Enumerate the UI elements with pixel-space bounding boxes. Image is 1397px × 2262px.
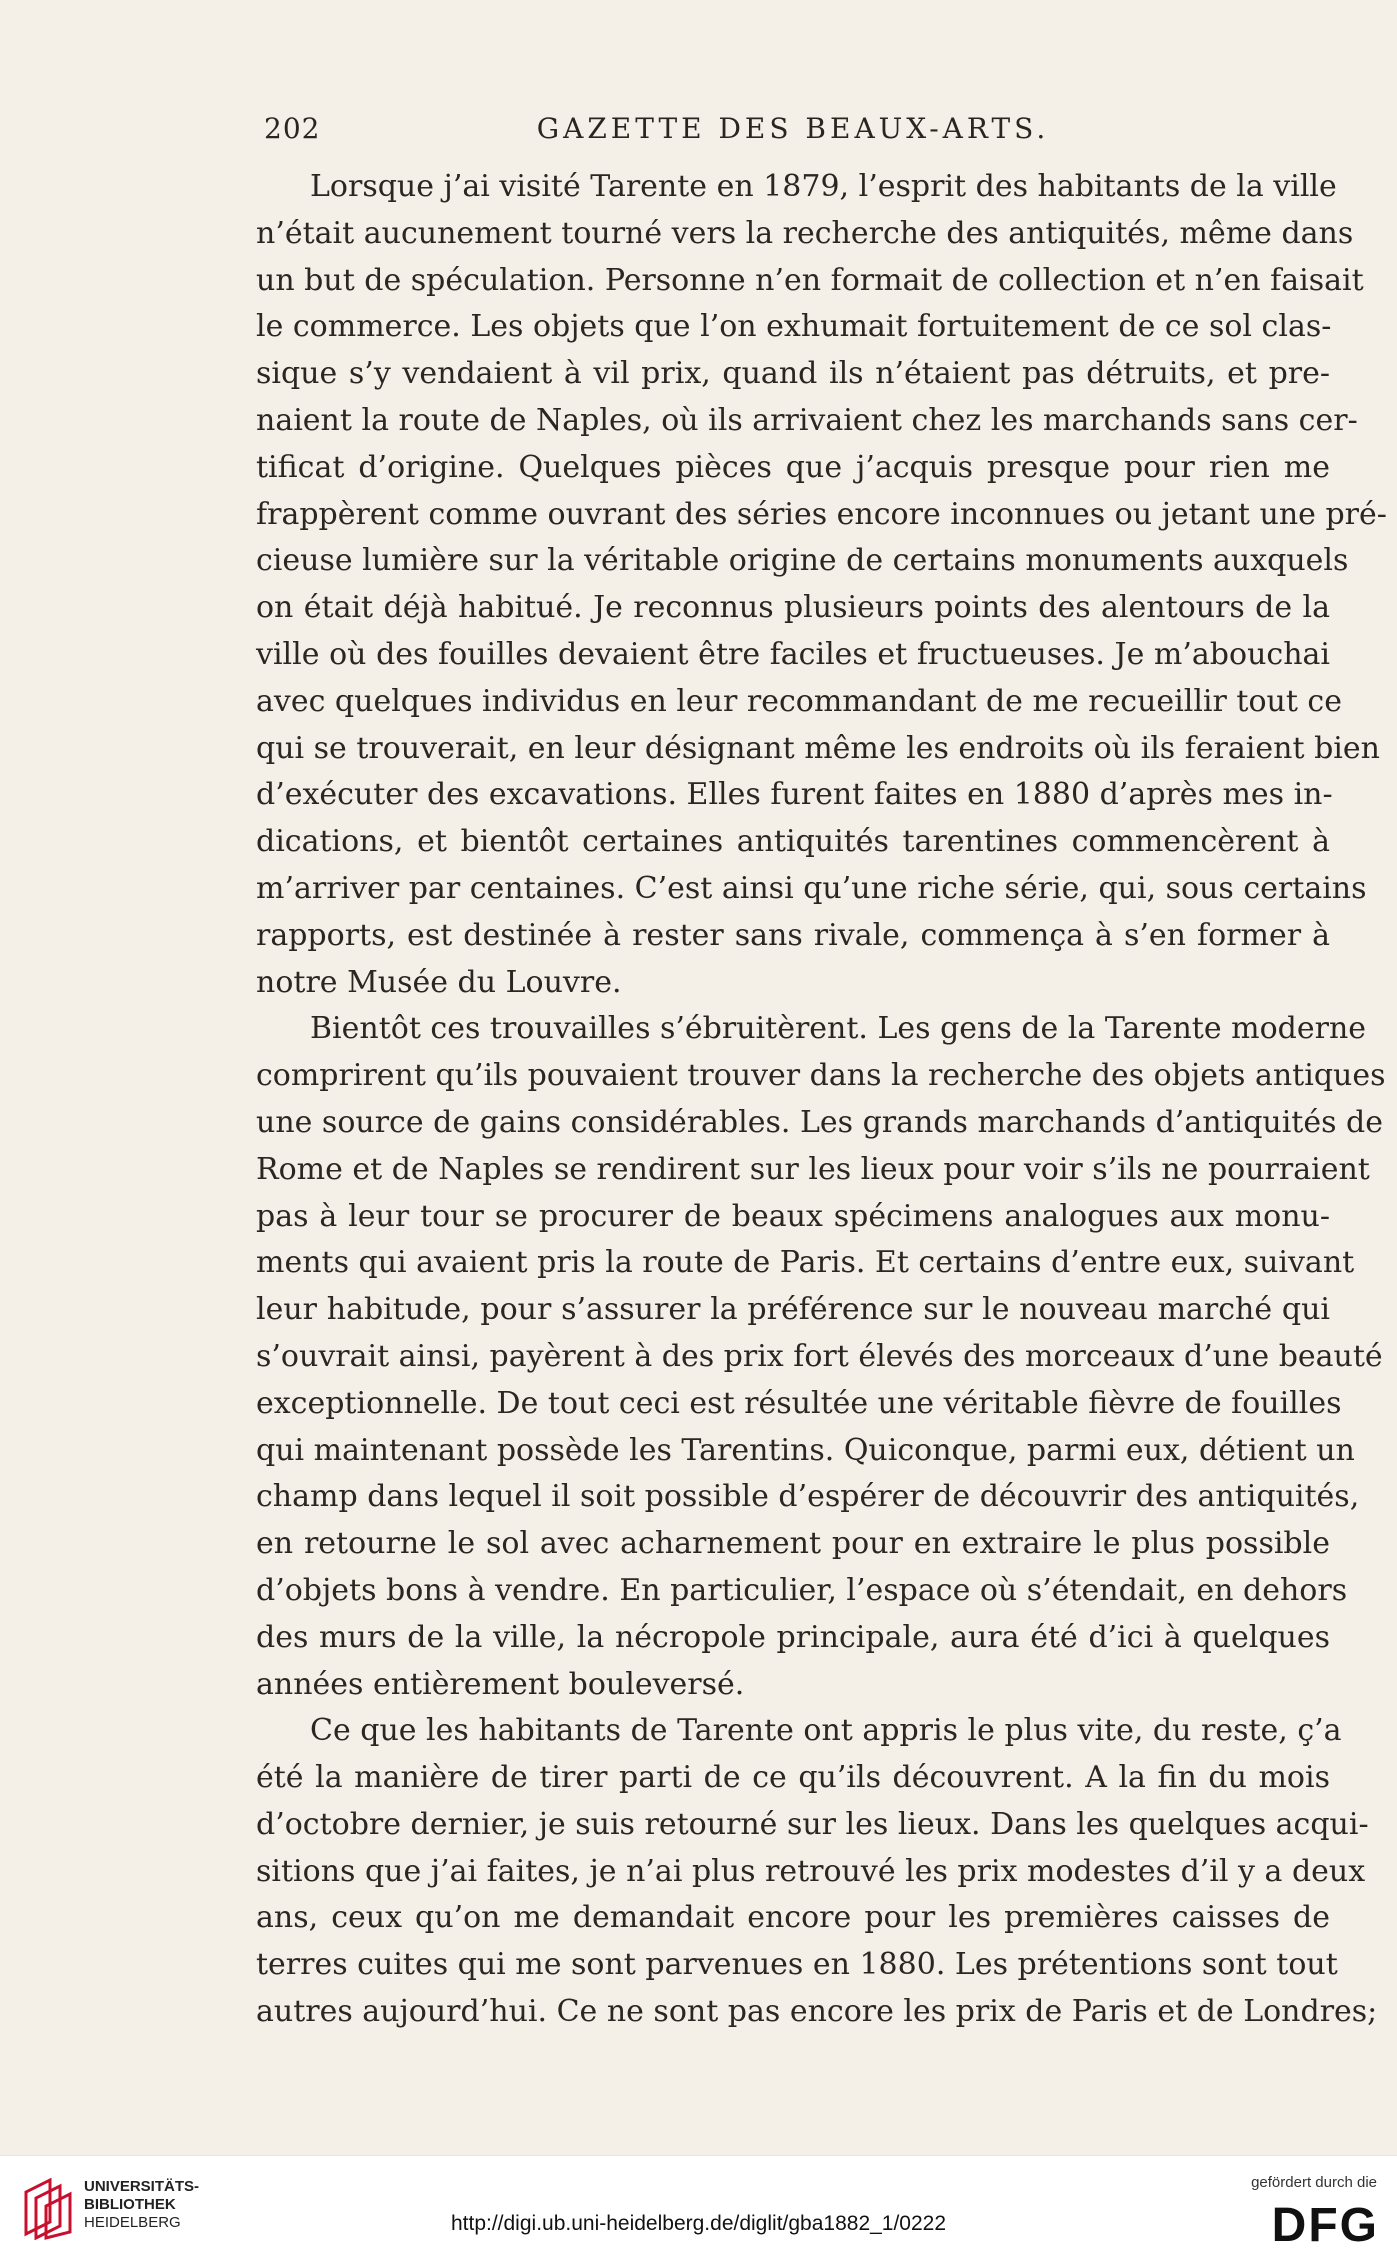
text-line: cieuse lumière sur la véritable origine de certains monuments auxquels xyxy=(256,543,1349,579)
text-line: dications, et bientôt certaines antiquités tarentines commencèrent à xyxy=(256,824,1330,860)
text-line: frappèrent comme ouvrant des séries encore inconnues ou jetant une pré- xyxy=(256,496,1387,532)
text-line: naient la route de Naples, où ils arrivaient chez les marchands sans cer- xyxy=(256,402,1358,438)
page-number: 202 xyxy=(264,112,321,145)
text-line: tificat d’origine. Quelques pièces que j’acquis presque pour rien me xyxy=(256,449,1330,485)
paragraph-3 xyxy=(256,1708,1378,2036)
running-head xyxy=(256,112,1330,152)
paragraph-2 xyxy=(256,1006,1386,1708)
text-line: s’ouvrait ainsi, payèrent à des prix fort élevés des morceaux d’une beauté xyxy=(256,1338,1383,1374)
text-line: pas à leur tour se procurer de beaux spécimens analogues aux monu- xyxy=(256,1198,1330,1234)
text-line: une source de gains considérables. Les grands marchands d’antiquités de xyxy=(256,1104,1384,1140)
text-line: terres cuites qui me sont parvenues en 1880. Les prétentions sont tout xyxy=(256,1947,1338,1983)
text-line: n’était aucunement tourné vers la recherche des antiquités, même dans xyxy=(256,215,1354,251)
text-line: d’objets bons à vendre. En particulier, l’espace où s’étendait, en dehors xyxy=(256,1572,1348,1608)
text-line: rapports, est destinée à rester sans rivale, commença à s’en former à xyxy=(256,917,1330,953)
text-line: Rome et de Naples se rendirent sur les lieux pour voir s’ils ne pourraient xyxy=(256,1151,1370,1187)
text-line: années entièrement bouleversé. xyxy=(256,1666,745,1702)
digitization-footer xyxy=(0,2155,1397,2262)
text-line: des murs de la ville, la nécropole principale, aura été d’ici à quelques xyxy=(256,1619,1330,1655)
text-line: qui maintenant possède les Tarentins. Quiconque, parmi eux, détient un xyxy=(256,1432,1355,1468)
journal-title: GAZETTE DES BEAUX-ARTS. xyxy=(536,112,1050,145)
dfg-logo: DFG xyxy=(1271,2199,1379,2252)
text-line: Ce que les habitants de Tarente ont appris le plus vite, du reste, ç’a xyxy=(310,1713,1342,1749)
text-line: ville où des fouilles devaient être faciles et fructueuses. Je m’abouchai xyxy=(256,636,1330,672)
text-line: Lorsque j’ai visité Tarente en 1879, l’esprit des habitants de la ville xyxy=(310,169,1337,204)
text-line: champ dans lequel il soit possible d’espérer de découvrir des antiquités, xyxy=(256,1479,1360,1515)
funding-note: gefördert durch die xyxy=(1251,2174,1377,2191)
text-line: exceptionnelle. De tout ceci est résultée une véritable fièvre de fouilles xyxy=(256,1385,1342,1421)
text-line: été la manière de tirer parti de ce qu’ils découvrent. A la fin du mois xyxy=(256,1760,1330,1796)
text-line: sitions que j’ai faites, je n’ai plus retrouvé les prix modestes d’il y a deux xyxy=(256,1853,1366,1889)
text-line: Bientôt ces trouvailles s’ébruitèrent. Les gens de la Tarente moderne xyxy=(310,1011,1367,1047)
text-line: m’arriver par centaines. C’est ainsi qu’une riche série, qui, sous certains xyxy=(256,870,1367,906)
text-line: on était déjà habitué. Je reconnus plusieurs points des alentours de la xyxy=(256,590,1330,626)
text-line: d’octobre dernier, je suis retourné sur les lieux. Dans les quelques acqui- xyxy=(256,1806,1369,1842)
permalink-url[interactable]: http://digi.ub.uni-heidelberg.de/diglit/gba1882_1/0222 xyxy=(450,2212,947,2235)
text-line: leur habitude, pour s’assurer la préférence sur le nouveau marché qui xyxy=(256,1292,1330,1328)
text-line: en retourne le sol avec acharnement pour en extraire le plus possible xyxy=(256,1526,1330,1562)
text-line: ans, ceux qu’on me demandait encore pour les premières caisses de xyxy=(256,1900,1330,1936)
text-line: ments qui avaient pris la route de Paris. Et certains d’entre eux, suivant xyxy=(256,1245,1355,1281)
article-body xyxy=(256,164,1387,2036)
text-line: avec quelques individus en leur recommandant de me recueillir tout ce xyxy=(256,683,1342,719)
library-name-line: UNIVERSITÄTS- xyxy=(84,2178,200,2195)
text-line: un but de spéculation. Personne n’en formait de collection et n’en faisait xyxy=(256,262,1364,298)
text-line: notre Musée du Louvre. xyxy=(256,964,622,1000)
text-line: d’exécuter des excavations. Elles furent faites en 1880 d’après mes in- xyxy=(256,777,1333,813)
text-line: le commerce. Les objets que l’on exhumait fortuitement de ce sol clas- xyxy=(256,309,1332,345)
text-line: autres aujourd’hui. Ce ne sont pas encore les prix de Paris et de Londres; xyxy=(256,1994,1378,2030)
library-name-line: HEIDELBERG xyxy=(84,2214,181,2231)
text-line: sique s’y vendaient à vil prix, quand ils n’étaient pas détruits, et pre- xyxy=(256,356,1330,392)
library-name-line: BIBLIOTHEK xyxy=(84,2196,176,2213)
paragraph-1 xyxy=(256,164,1387,1006)
text-line: comprirent qu’ils pouvaient trouver dans la recherche des objets antiques xyxy=(256,1058,1386,1094)
text-line: qui se trouverait, en leur désignant même les endroits où ils feraient bien xyxy=(256,730,1380,766)
